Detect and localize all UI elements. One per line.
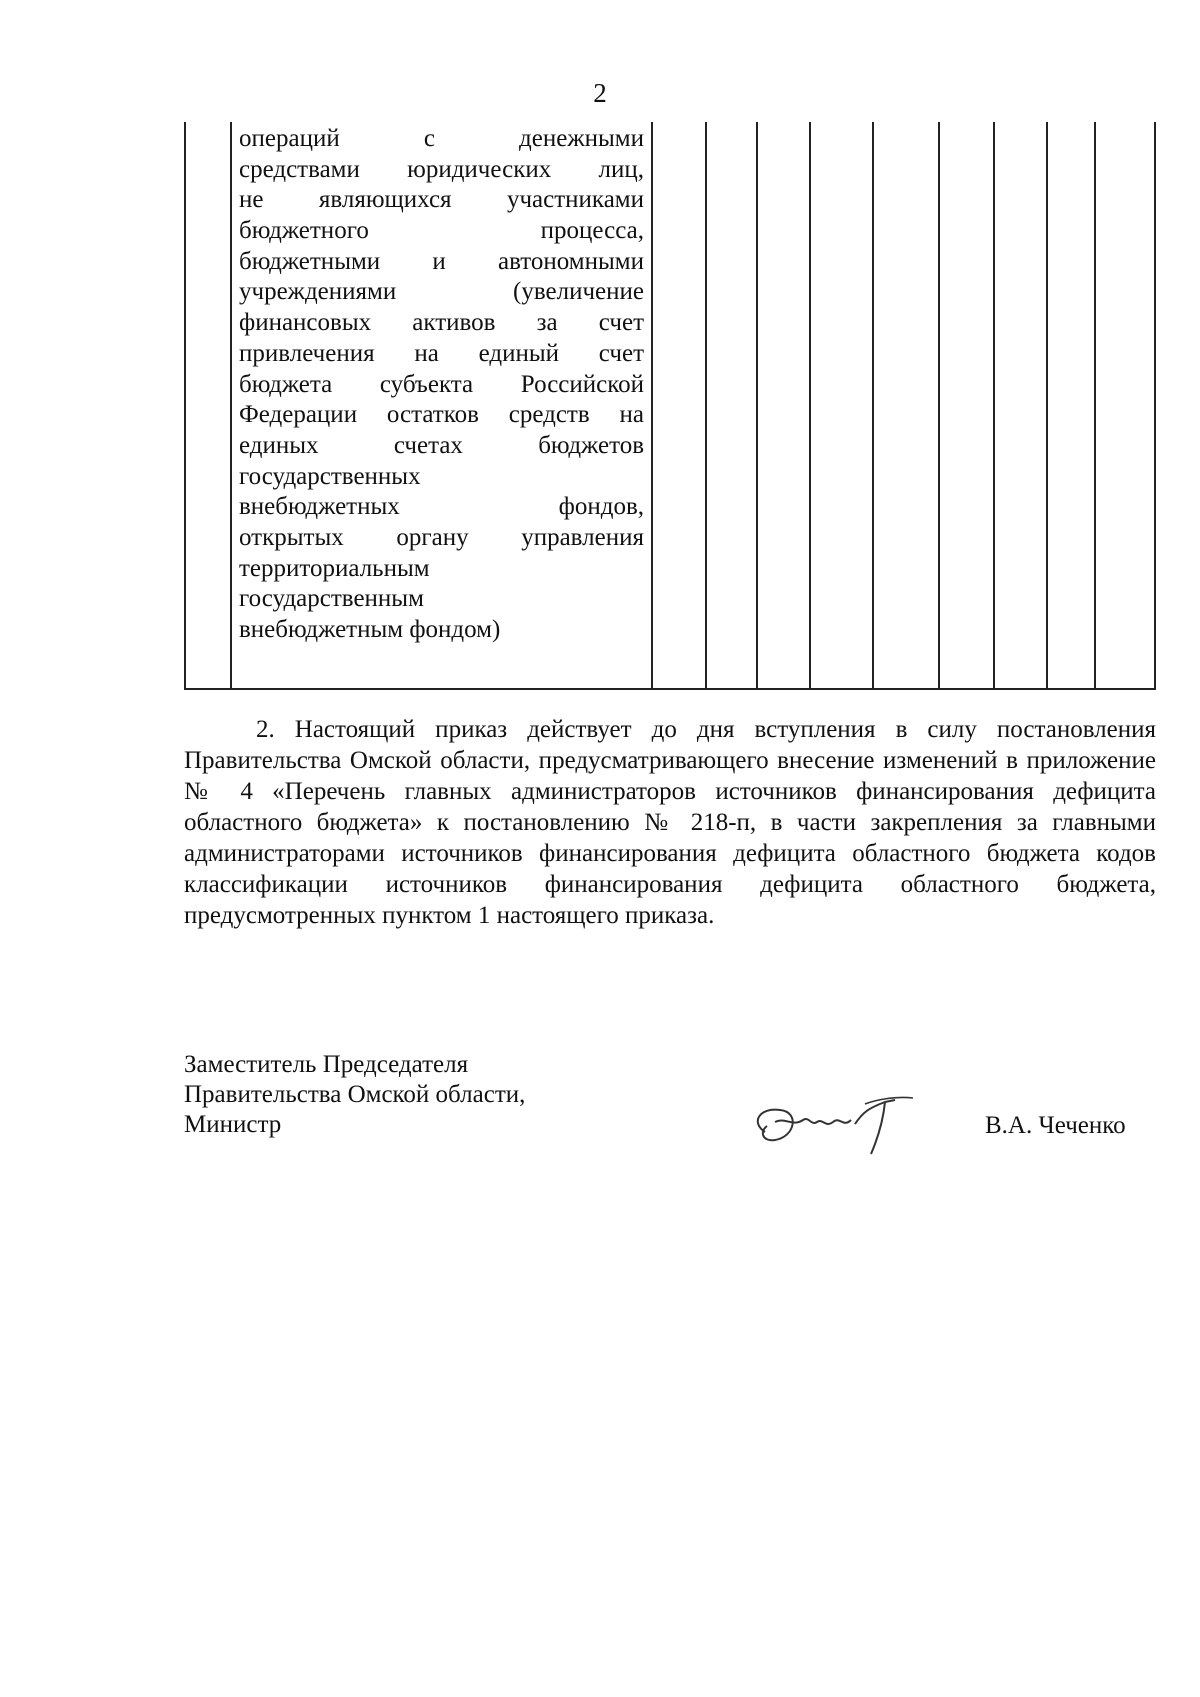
table-column-divider — [756, 122, 758, 688]
cell-line: бюджета субъекта Российской — [239, 370, 644, 398]
table-column-divider — [1046, 122, 1048, 688]
table-column-divider — [809, 122, 811, 688]
table-column-divider — [1094, 122, 1096, 688]
paragraph-2 — [184, 714, 1156, 931]
cell-line: Федерации остатков средств на — [239, 401, 644, 429]
cell-line: не являющихся участниками — [239, 186, 644, 214]
signatory-name: В.А. Чеченко — [985, 1112, 1126, 1139]
cell-line: открытых органу управления — [239, 523, 644, 551]
cell-line: операций с денежными — [239, 125, 644, 152]
table-fragment — [184, 122, 1156, 690]
table-column-divider — [872, 122, 874, 688]
cell-line: внебюджетных фондов, — [239, 493, 644, 521]
cell-line: бюджетного процесса, — [239, 217, 644, 245]
handwritten-signature — [745, 1082, 935, 1162]
cell-line: внебюджетным фондом) — [239, 616, 501, 643]
cell-line: бюджетными и автономными — [239, 247, 644, 275]
signatory-line: Заместитель Председателя — [184, 1051, 469, 1078]
page-number: 2 — [593, 78, 607, 108]
cell-line: территориальным — [239, 554, 430, 582]
cell-line: финансовых активов за счет — [239, 309, 644, 337]
signatory-line: Правительства Омской области, — [184, 1081, 526, 1108]
table-cell-description — [239, 124, 644, 646]
cell-line: государственным — [239, 585, 424, 613]
paragraph-text: 2. Настоящий приказ действует до дня вступления в силу постановления Правительства Омской области, предусматривающего внесение изменений в приложение № 4 «Перечень главных администраторов источников финансирования дефицита областного бюджета» к постановлению № 218-п, в части закрепления за главными администраторами источников финансирования дефицита областного бюджета кодов классификации источников финансирования дефицита областного бюджета, предусмотренных пунктом 1 настоящего приказа. — [184, 716, 1156, 929]
table-column-divider — [993, 122, 995, 688]
signatory-line: Министр — [184, 1111, 282, 1138]
cell-line: средствами юридических лиц, — [239, 155, 644, 183]
table-column-divider — [705, 122, 707, 688]
signatory-title — [184, 1050, 525, 1140]
cell-line: учреждениями (увеличение — [239, 278, 644, 306]
cell-line: привлечения на единый счет — [239, 339, 644, 367]
table-column-divider — [938, 122, 940, 688]
table-column-divider — [230, 122, 232, 688]
cell-line: государственных — [239, 462, 421, 490]
table-column-divider — [651, 122, 653, 688]
cell-line: единых счетах бюджетов — [239, 431, 644, 459]
